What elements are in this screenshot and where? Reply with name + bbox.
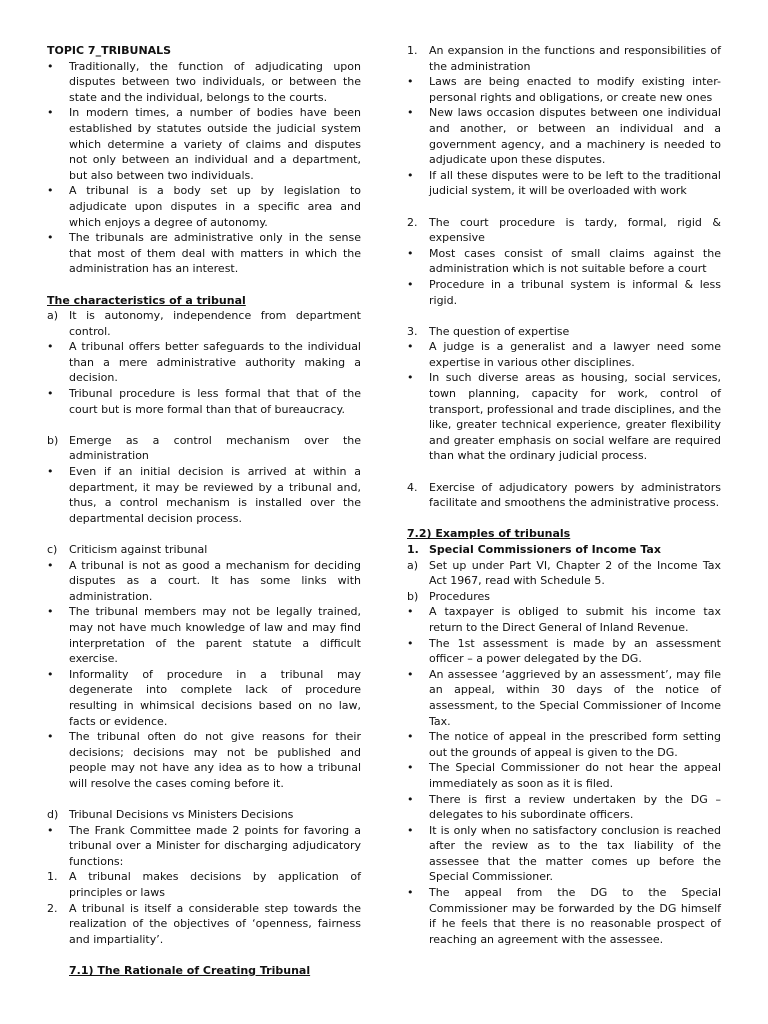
rationale-point-text: Exercise of adjudicatory powers by administrators facilitate and smoothens the administrative process. [429,480,721,510]
bullet-text: The appeal from the DG to the Special Commissioner may be forwarded by the DG himself if he feels that there is no reasonable prospect of reaching an agreement with the assessee. [429,886,721,946]
spacer [47,417,361,433]
sc-item-a [407,558,721,589]
bullet-glyph: • [47,106,54,120]
item-marker: a) [407,558,419,572]
special-commissioners-heading [407,542,721,558]
list-item [407,792,721,823]
bullet-glyph: • [407,246,414,260]
bullet-glyph: • [407,75,414,89]
bullet-glyph: • [47,184,54,198]
spacer [407,511,721,527]
spacer [407,308,721,324]
item-marker: b) [47,433,59,447]
item-marker: 4. [407,480,418,494]
bullet-glyph: • [407,106,414,120]
spacer [47,526,361,542]
rationale-heading: 7.1) The Rationale of Creating Tribunal [69,964,311,978]
bullet-glyph: • [407,886,414,900]
item-marker: c) [47,543,58,556]
list-item [47,729,361,791]
list-item [407,277,721,308]
bullet-text: The notice of appeal in the prescribed form setting out the grounds of appeal is given to the DG. [429,730,721,759]
bullet-glyph: • [47,558,54,572]
bullet-glyph: • [407,371,414,385]
bullet-glyph: • [407,168,414,182]
bullet-text: Most cases consist of small claims against the administration which is not suitable before a court [429,246,721,276]
list-item [407,823,721,885]
intro-bullet-list [47,59,361,277]
list-item [407,636,721,667]
bullet-text: A tribunal is not as good a mechanism for deciding disputes as a court. It has some links with administration. [69,558,361,603]
special-commissioners-title: Special Commissioners of Income Tax [429,543,661,556]
list-item [407,760,721,791]
list-item [407,105,721,167]
bullet-glyph: • [47,59,54,73]
section-b [47,433,361,464]
item-marker: b) [407,589,419,603]
item-marker: 2. [47,901,58,915]
numbered-item [47,869,361,900]
item-marker: 1. [407,543,419,556]
rationale-point-text: An expansion in the functions and responsibilities of the administration [429,44,721,73]
bullet-text: The 1st assessment is made by an assessment officer – a power delegated by the DG. [429,636,721,666]
bullet-text: The Frank Committee made 2 points for favoring a tribunal over a Minister for discharging adjudicatory functions: [69,823,361,868]
bullet-glyph: • [407,636,414,650]
bullet-text: Laws are being enacted to modify existing inter-personal rights and obligations, or create new ones [429,75,721,104]
bullet-text: It is only when no satisfactory conclusion is reached after the review as to the tax liability of the assessee that the matter comes up before the Special Commissioner. [429,823,721,884]
bullet-text: Tribunal procedure is less formal that that of the court but is more formal than that of bureaucracy. [69,387,361,416]
section-d [47,807,361,823]
bullet-text: Informality of procedure in a tribunal may degenerate into complete lack of procedure resulting in whimsical decisions based on no law, facts or evidence. [69,667,361,728]
rationale-point-2 [407,215,721,246]
section-c-text: Criticism against tribunal [69,543,208,556]
item-marker: a) [47,309,59,323]
bullet-text: A judge is a generalist and a lawyer need some expertise in various other disciplines. [429,340,721,369]
bullet-glyph: • [47,823,54,837]
bullet-glyph: • [47,465,54,479]
list-item [47,230,361,277]
bullet-text: A taxpayer is obliged to submit his income tax return to the Direct General of Inland Revenue. [429,605,721,634]
item-marker: 1. [407,44,418,57]
list-item [47,183,361,230]
bullet-glyph: • [407,823,414,837]
bullet-glyph: • [47,667,54,681]
rationale-point-text: The court procedure is tardy, formal, rigid & expensive [429,215,721,245]
spacer [407,464,721,480]
bullet-glyph: • [407,340,414,354]
list-item [47,558,361,605]
item-marker: 1. [47,870,58,884]
spacer [47,947,361,963]
list-item [47,386,361,417]
sc-item-b-text: Procedures [429,589,490,603]
bullet-text: An assessee ‘aggrieved by an assessment’, may file an appeal, within 30 days of the notice of assessment, to the Special Commissioner of Income Tax. [429,667,721,728]
sc-item-a-text: Set up under Part VI, Chapter 2 of the Income Tax Act 1967, read with Schedule 5. [429,558,721,588]
bullet-glyph: • [407,761,414,775]
section-b-text: Emerge as a control mechanism over the administration [69,433,361,463]
bullet-text: The tribunals are administrative only in the sense that most of them deal with matters in which the administration has an interest. [69,231,361,276]
bullet-text: New laws occasion disputes between one individual and another, or between an individual and a government agency, and a machinery is needed to adjudicate upon these disputes. [429,106,721,167]
examples-heading: 7.2) Examples of tribunals [407,527,571,541]
list-item [407,74,721,105]
sc-item-b [407,589,721,605]
bullet-glyph: • [407,277,414,291]
list-item [47,339,361,386]
bullet-glyph: • [47,605,54,619]
list-item [407,667,721,729]
bullet-glyph: • [407,792,414,806]
list-item [407,246,721,277]
list-item [407,729,721,760]
bullet-text: The Special Commissioner do not hear the appeal immediately as soon as it is filed. [429,761,721,790]
bullet-text: Traditionally, the function of adjudicating upon disputes between two individuals, or between the state and the individual, belongs to the courts. [69,59,361,104]
rationale-point-4 [407,480,721,511]
list-item [47,59,361,106]
bullet-text: The tribunal members may not be legally trained, may not have much knowledge of law and may find interpretation of the parent statute a difficult exercise. [69,605,361,666]
list-item [407,339,721,370]
section-a [47,308,361,339]
section-a-text: It is autonomy, independence from department control. [69,309,361,338]
bullet-text: If all these disputes were to be left to the traditional judicial system, it will be overloaded with work [429,168,721,198]
rationale-point-text: The question of expertise [429,324,570,338]
bullet-glyph: • [47,231,54,245]
section-c [47,542,361,558]
bullet-text: A tribunal is a body set up by legislation to adjudicate upon disputes in a specific area and which enjoys a degree of autonomy. [69,184,361,229]
right-column [407,43,721,947]
bullet-glyph: • [407,667,414,681]
bullet-text: There is first a review undertaken by the DG – delegates to his subordinate officers. [429,792,721,822]
spacer [47,277,361,293]
bullet-glyph: • [47,340,54,354]
list-item [47,823,361,870]
item-marker: d) [47,808,59,822]
list-item [47,464,361,526]
list-item [47,105,361,183]
characteristics-heading: The characteristics of a tribunal [47,293,246,307]
topic-title: TOPIC 7_TRIBUNALS [47,44,172,57]
bullet-glyph: • [407,605,414,619]
rationale-point-1 [407,43,721,74]
list-item [407,604,721,635]
numbered-text: A tribunal makes decisions by application of principles or laws [69,870,361,900]
list-item [47,604,361,666]
bullet-text: In modern times, a number of bodies have been established by statutes outside the judicial system which determine a variety of claims and disputes not only between an individual and a department, but also between two individuals. [69,106,361,182]
bullet-text: In such diverse areas as housing, social services, town planning, capacity for work, control of transport, professional and trade disciplines, and the like, greater technical experience, greater flexibility and greater emphasis on social welfare are required than what the ordinary judicial process. [429,371,721,463]
numbered-item [47,901,361,948]
bullet-text: Procedure in a tribunal system is informal & less rigid. [429,277,721,307]
list-item [407,168,721,199]
bullet-glyph: • [47,387,54,401]
spacer [47,792,361,808]
bullet-text: A tribunal offers better safeguards to the individual than a mere administrative authority making a decision. [69,340,361,385]
list-item [47,667,361,729]
item-marker: 2. [407,215,418,229]
bullet-glyph: • [407,730,414,744]
spacer [407,199,721,215]
bullet-text: Even if an initial decision is arrived at within a department, it may be reviewed by a tribunal and, thus, a control mechanism is installed over the departmental decision process. [69,465,361,525]
bullet-glyph: • [47,730,54,744]
left-column [47,43,361,979]
bullet-text: The tribunal often do not give reasons for their decisions; decisions may not be published and people may not have any idea as to how a tribunal will resolve the cases coming before it. [69,730,361,790]
list-item [407,370,721,464]
section-d-text: Tribunal Decisions vs Ministers Decisions [69,808,294,822]
numbered-text: A tribunal is itself a considerable step towards the realization of the objectives of ‘openness, fairness and impartiality’. [69,901,361,946]
rationale-point-3 [407,324,721,340]
item-marker: 3. [407,324,418,338]
list-item [407,885,721,947]
